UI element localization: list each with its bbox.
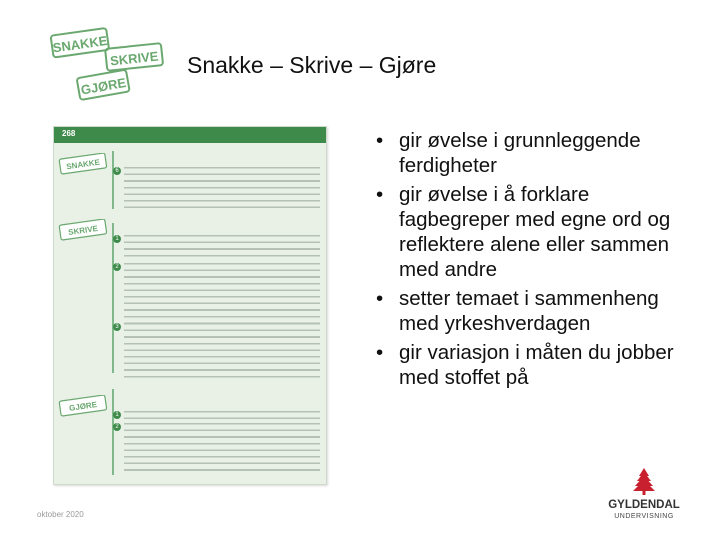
- item-number: 2: [113, 423, 121, 431]
- item-number: 2: [113, 263, 121, 271]
- item-number: 1: [113, 235, 121, 243]
- section-label: GJØRE: [68, 400, 98, 413]
- gyldendal-logo: [594, 468, 694, 520]
- section-logo-skrive: [57, 219, 109, 241]
- section-rail: [112, 223, 114, 373]
- section-label: SKRIVE: [67, 223, 99, 238]
- page-number: 268: [62, 129, 76, 138]
- section-label: SNAKKE: [65, 157, 101, 172]
- exercise-item: [115, 235, 320, 257]
- item-number: 6: [113, 167, 121, 175]
- exercise-item: [115, 263, 320, 323]
- item-text: [124, 167, 320, 211]
- footer-date: oktober 2020: [37, 510, 84, 519]
- exercise-item: [115, 167, 320, 211]
- section-rail: [112, 151, 114, 209]
- bullet-item: • gir øvelse i grunnleggende ferdigheter: [372, 128, 692, 178]
- logo-skrive: SKRIVE: [109, 48, 160, 69]
- bullet-item: • gir øvelse i å forklare fagbegreper med egne ord og reflektere alene eller sammen med andre: [372, 182, 692, 282]
- page-header: [54, 127, 326, 143]
- item-text: [124, 423, 320, 471]
- exercise-item: [115, 423, 320, 471]
- item-text: [124, 235, 320, 257]
- brand-sub: UNDERVISNING: [614, 513, 674, 520]
- item-text: [124, 263, 320, 323]
- tree-icon: [633, 468, 655, 495]
- section-logo-snakke: [57, 153, 109, 175]
- bullet-item: • setter temaet i sammenheng med yrkeshverdagen: [372, 286, 692, 336]
- item-text: [124, 411, 320, 420]
- item-number: 1: [113, 411, 121, 419]
- bullet-item: • gir variasjon i måten du jobber med stoffet på: [372, 340, 692, 390]
- logo-gjore: GJØRE: [79, 74, 128, 98]
- snakke-skrive-gjore-logo: [48, 22, 166, 104]
- section-rail: [112, 389, 114, 475]
- item-number: 3: [113, 323, 121, 331]
- brand-name: GYLDENDAL: [608, 499, 680, 511]
- exercise-item: [115, 323, 320, 381]
- slide-title: Snakke – Skrive – Gjøre: [187, 52, 437, 78]
- exercise-item: [115, 411, 320, 420]
- bullet-list: [372, 128, 692, 394]
- item-text: [124, 323, 320, 381]
- section-logo-gjore: [57, 395, 109, 417]
- logo-snakke: SNAKKE: [51, 32, 109, 56]
- textbook-page-image: [53, 126, 327, 485]
